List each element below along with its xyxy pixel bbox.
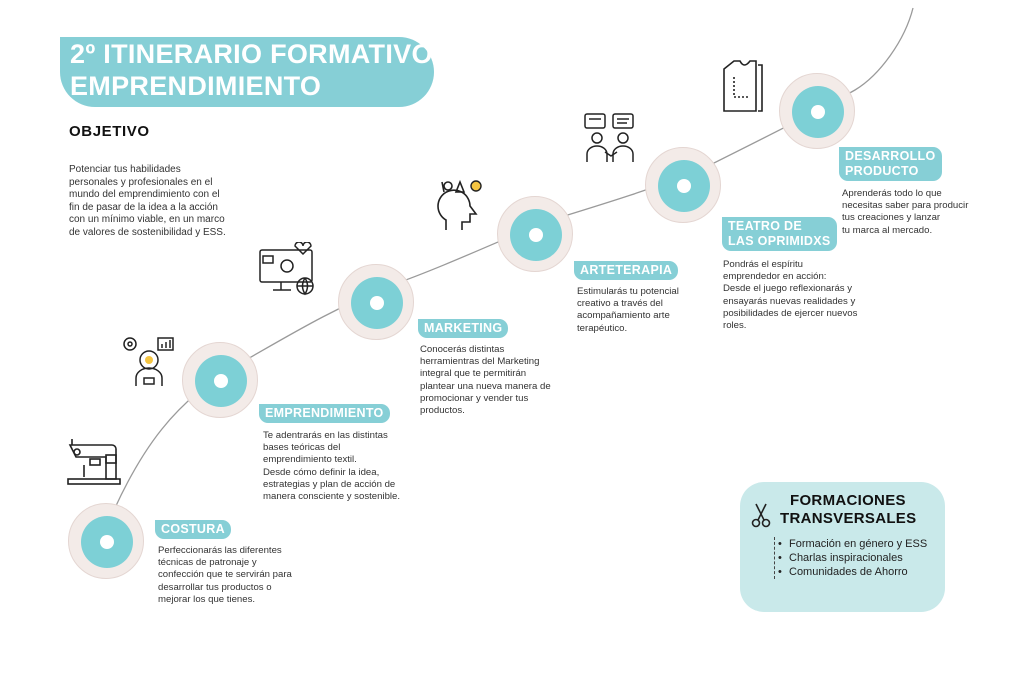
desc-line: emprendimiento textil. — [263, 454, 357, 466]
step-node-desarrollo — [779, 73, 855, 149]
transversal-title — [780, 492, 916, 528]
step-label-costura: COSTURA — [155, 520, 231, 539]
title-line-1: 2º ITINERARIO FORMATIVO — [70, 39, 433, 69]
desc-line: manera consciente y sostenible. — [263, 491, 401, 503]
desc-line: mejorar los que tienes. — [158, 593, 256, 605]
step-desc-emprendimiento — [263, 430, 400, 503]
transversal-title-line: TRANSVERSALES — [780, 510, 917, 527]
step-label-arteterapia: ARTETERAPIA — [574, 261, 678, 280]
step-node-emprendimiento — [182, 342, 258, 418]
desc-line: Conocerás distintas — [420, 344, 505, 355]
desc-line: Te adentrarás en las distintas — [263, 430, 388, 441]
desc-line: promocionar y vender tus — [420, 392, 529, 404]
step-node-arteterapia — [497, 196, 573, 272]
desc-line: necesitas saber para producir — [842, 200, 969, 212]
desc-line: estrategias y plan de acción de — [263, 478, 396, 490]
title-banner — [60, 37, 434, 107]
desc-line: bases teóricas del — [263, 442, 341, 454]
desc-line: Perfeccionarás las diferentes — [158, 545, 282, 556]
desc-line: confección que te servirán para — [158, 569, 292, 581]
desc-line: Pondrás el espíritu — [723, 259, 803, 270]
list-item: • Charlas inspiracionales — [789, 551, 949, 565]
label-line: PRODUCTO — [845, 164, 919, 178]
desc-line: integral que te permitirán — [420, 368, 527, 380]
objective-line: personales y profesionales en el — [69, 176, 213, 188]
objective-line: fin de pasar de la idea a la acción — [69, 201, 218, 213]
objective-heading: OBJETIVO — [69, 123, 150, 140]
step-desc-desarrollo — [842, 188, 968, 237]
marketing-icon — [257, 242, 317, 298]
step-desc-marketing — [420, 344, 551, 417]
desc-line: plantear una nueva manera de — [420, 380, 551, 392]
desc-line: Desde cómo definir la idea, — [263, 466, 380, 478]
desc-line: posibilidades de ejercer nuevos — [723, 307, 858, 319]
step-node-marketing — [338, 264, 414, 340]
desc-line: Estimularás tu potencial — [577, 286, 679, 297]
desc-line: Desde el juego reflexionarás y — [723, 283, 853, 295]
sewing-machine-icon — [66, 437, 126, 487]
label-line: TEATRO DE — [728, 219, 802, 233]
step-node-costura — [68, 503, 144, 579]
objective-line: de valores de sostenibilidad y ESS. — [69, 226, 226, 238]
step-label-desarrollo — [839, 147, 942, 181]
step-desc-costura — [158, 545, 292, 606]
desc-line: acompañamiento arte — [577, 310, 670, 322]
step-label-teatro — [722, 217, 837, 251]
label-line: DESARROLLO — [845, 149, 936, 163]
step-label-marketing: MARKETING — [418, 319, 508, 338]
title-line-2: EMPRENDIMIENTO — [70, 71, 322, 101]
desc-line: técnicas de patronaje y — [158, 557, 257, 569]
desc-line: Aprenderás todo lo que — [842, 188, 942, 199]
desc-line: roles. — [723, 320, 747, 332]
step-desc-arteterapia — [577, 286, 679, 335]
objective-line: con un mínimo viable, en un marco — [69, 214, 225, 225]
desc-line: tus creaciones y lanzar — [842, 212, 941, 224]
desc-line: ensayarás nuevas realidades y — [723, 295, 856, 307]
transversal-list — [774, 537, 949, 579]
pattern-icon — [720, 57, 766, 113]
dialogue-icon — [583, 112, 637, 164]
desc-line: productos. — [420, 405, 465, 417]
scissors-icon — [751, 502, 771, 528]
desc-line: desarrollar tus productos o — [158, 581, 272, 593]
step-node-teatro — [645, 147, 721, 223]
desc-line: creativo a través del — [577, 298, 663, 310]
label-line: LAS OPRIMIDXS — [728, 234, 831, 248]
transversal-title-line: FORMACIONES — [790, 492, 906, 509]
step-desc-teatro — [723, 259, 857, 332]
step-label-emprendimiento: EMPRENDIMIENTO — [259, 404, 390, 423]
objective-line: Potenciar tus habilidades — [69, 164, 181, 175]
list-item: • Comunidades de Ahorro — [789, 565, 949, 579]
desc-line: tu marca al mercado. — [842, 224, 933, 236]
objective-text — [69, 164, 279, 239]
desc-line: terapéutico. — [577, 322, 628, 334]
entrepreneur-icon — [120, 334, 178, 392]
objective-line: mundo del emprendimiento con el — [69, 189, 220, 200]
list-item: • Formación en género y ESS — [789, 537, 949, 551]
creative-head-icon — [436, 178, 488, 234]
desc-line: emprendedor en acción: — [723, 271, 827, 283]
desc-line: herramientras del Marketing — [420, 356, 540, 368]
